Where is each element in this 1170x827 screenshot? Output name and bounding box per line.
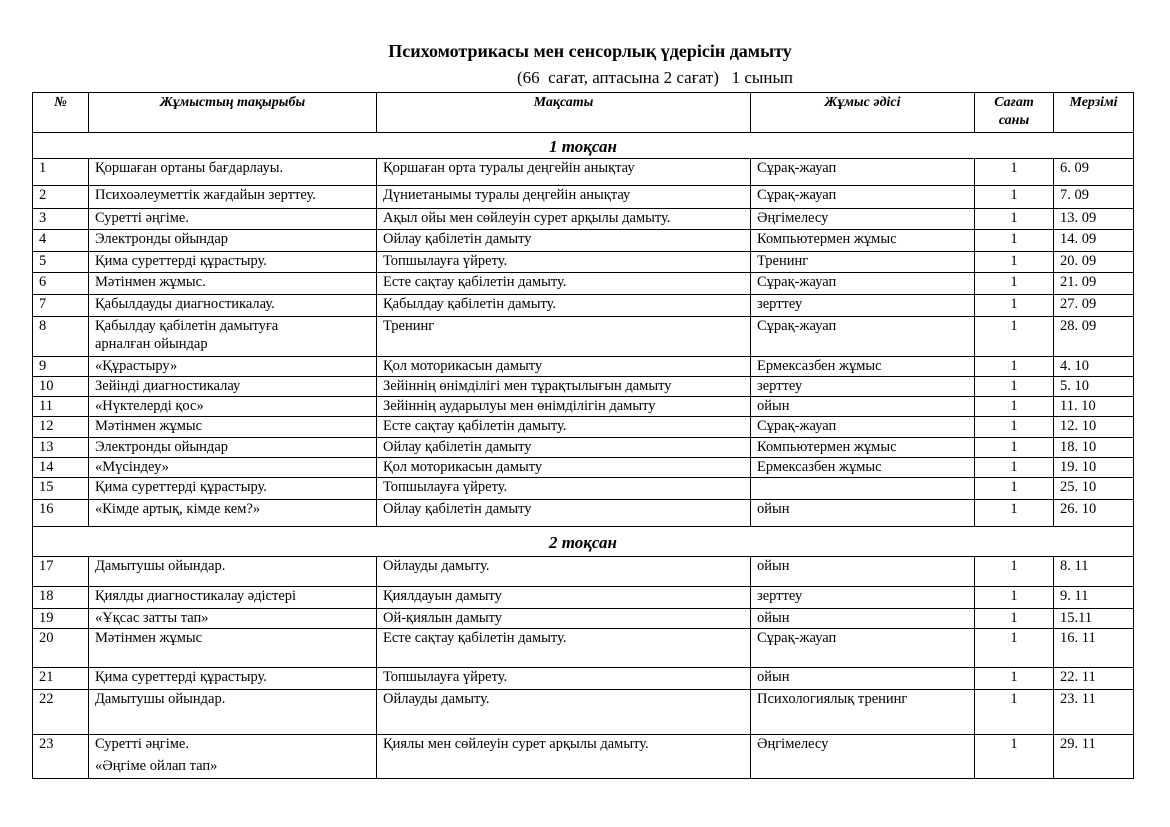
cell-topic-line1: Қабылдау қабілетін дамытуға [95,318,279,334]
cell-goal: Ойлау қабілетін дамыту [377,500,751,527]
cell-topic [89,629,377,668]
cell-hours: 1 [975,557,1054,587]
cell-topic [89,377,377,397]
section-label: 1 тоқсан [33,133,1134,159]
cell-date: 6. 09 [1054,159,1134,186]
cell-num: 17 [33,557,89,587]
cell-hours: 1 [975,690,1054,735]
cell-topic [89,417,377,438]
cell-topic-line1: Электронды ойындар [95,231,228,247]
cell-method: зерттеу [751,587,975,609]
cell-goal: Ойлауды дамыту. [377,690,751,735]
cell-hours: 1 [975,458,1054,478]
cell-num: 2 [33,186,89,209]
cell-topic-line1: Қима суреттерді құрастыру. [95,253,267,269]
cell-date: 13. 09 [1054,209,1134,230]
cell-hours: 1 [975,500,1054,527]
cell-method: ойын [751,397,975,417]
cell-method: Сұрақ-жауап [751,629,975,668]
cell-method: ойын [751,609,975,629]
cell-method: Психологиялық тренинг [751,690,975,735]
table-row [33,317,1134,357]
cell-topic [89,557,377,587]
cell-hours: 1 [975,273,1054,295]
header-topic: Жұмыстың тақырыбы [89,93,377,133]
section-row [33,527,1134,557]
header-hours-line2: саны [998,113,1030,128]
cell-hours: 1 [975,252,1054,273]
cell-date: 25. 10 [1054,478,1134,500]
cell-topic [89,159,377,186]
cell-topic-line1: «Құрастыру» [95,358,178,374]
cell-date: 5. 10 [1054,377,1134,397]
cell-topic [89,252,377,273]
cell-hours: 1 [975,587,1054,609]
table-row [33,295,1134,317]
cell-date: 14. 09 [1054,230,1134,252]
cell-topic-line1: Қима суреттерді құрастыру. [95,669,267,685]
cell-method: Сұрақ-жауап [751,417,975,438]
cell-method: Компьютермен жұмыс [751,438,975,458]
cell-num: 21 [33,668,89,690]
cell-num: 3 [33,209,89,230]
cell-num: 4 [33,230,89,252]
cell-topic-line2: «Әңгіме ойлап тап» [95,758,218,774]
cell-hours: 1 [975,159,1054,186]
table-row [33,159,1134,186]
cell-topic-line2: арналған ойындар [95,336,208,352]
table-row [33,209,1134,230]
cell-method: Сұрақ-жауап [751,317,975,357]
cell-topic-line1: Мәтінмен жұмыс [95,630,203,646]
table-row [33,273,1134,295]
section-row [33,133,1134,159]
cell-topic [89,438,377,458]
cell-date: 15.11 [1054,609,1134,629]
cell-hours: 1 [975,230,1054,252]
cell-topic-line1: Электронды ойындар [95,439,228,455]
table-row [33,417,1134,438]
cell-goal: Есте сақтау қабілетін дамыту. [377,417,751,438]
table-row [33,735,1134,779]
header-num: № [33,93,89,133]
cell-topic [89,735,377,779]
table-row [33,377,1134,397]
cell-method: ойын [751,557,975,587]
cell-hours: 1 [975,317,1054,357]
cell-topic-line1: Зейінді диагностикалау [95,378,241,394]
cell-goal: Ой-қиялын дамыту [377,609,751,629]
cell-topic-line1: «Мүсіндеу» [95,459,169,475]
cell-topic-line1: Суретті әңгіме. [95,736,189,752]
cell-method: зерттеу [751,295,975,317]
cell-num: 10 [33,377,89,397]
cell-num: 15 [33,478,89,500]
table-row [33,478,1134,500]
cell-method: ойын [751,668,975,690]
header-method: Жұмыс әдісі [751,93,975,133]
cell-topic-line1: «Кімде артық, кімде кем?» [95,501,261,517]
cell-date: 18. 10 [1054,438,1134,458]
cell-goal: Топшылауға үйрету. [377,252,751,273]
cell-num: 9 [33,357,89,377]
cell-goal: Қол моторикасын дамыту [377,357,751,377]
cell-goal: Ойлау қабілетін дамыту [377,438,751,458]
table-row [33,629,1134,668]
section-label: 2 тоқсан [33,527,1134,557]
cell-topic-line1: Мәтінмен жұмыс [95,418,203,434]
cell-topic [89,295,377,317]
cell-topic [89,397,377,417]
cell-topic-line1: Қоршаған ортаны бағдарлауы. [95,160,284,176]
cell-date: 28. 09 [1054,317,1134,357]
cell-topic [89,478,377,500]
cell-goal: Қабылдау қабілетін дамыту. [377,295,751,317]
cell-num: 22 [33,690,89,735]
cell-topic-line1: «Ұқсас затты тап» [95,610,209,626]
table-row [33,438,1134,458]
cell-hours: 1 [975,438,1054,458]
cell-hours: 1 [975,478,1054,500]
cell-hours: 1 [975,668,1054,690]
cell-goal: Есте сақтау қабілетін дамыту. [377,629,751,668]
cell-topic [89,500,377,527]
cell-date: 27. 09 [1054,295,1134,317]
cell-goal: Қол моторикасын дамыту [377,458,751,478]
table-header-row [33,93,1134,133]
cell-goal: Ақыл ойы мен сөйлеуін сурет арқылы дамыту. [377,209,751,230]
cell-goal: Қоршаған орта туралы деңгейін анықтау [377,159,751,186]
cell-hours: 1 [975,295,1054,317]
table-row [33,668,1134,690]
cell-method: Ермексазбен жұмыс [751,357,975,377]
cell-date: 19. 10 [1054,458,1134,478]
cell-date: 7. 09 [1054,186,1134,209]
cell-num: 23 [33,735,89,779]
cell-goal: Қиялдауын дамыту [377,587,751,609]
cell-num: 18 [33,587,89,609]
cell-method: Компьютермен жұмыс [751,230,975,252]
cell-method: зерттеу [751,377,975,397]
cell-num: 16 [33,500,89,527]
cell-date: 16. 11 [1054,629,1134,668]
cell-date: 11. 10 [1054,397,1134,417]
cell-topic [89,317,377,357]
cell-date: 23. 11 [1054,690,1134,735]
cell-topic [89,357,377,377]
schedule-table [32,92,1134,779]
cell-hours: 1 [975,735,1054,779]
table-row [33,557,1134,587]
table-row [33,186,1134,209]
cell-date: 26. 10 [1054,500,1134,527]
cell-topic [89,609,377,629]
cell-num: 7 [33,295,89,317]
table-body [33,133,1134,779]
cell-hours: 1 [975,209,1054,230]
cell-topic [89,186,377,209]
cell-num: 13 [33,438,89,458]
cell-date: 12. 10 [1054,417,1134,438]
cell-goal: Тренинг [377,317,751,357]
cell-num: 1 [33,159,89,186]
cell-hours: 1 [975,609,1054,629]
cell-num: 8 [33,317,89,357]
cell-date: 21. 09 [1054,273,1134,295]
cell-method: Әңгімелесу [751,735,975,779]
table-row [33,587,1134,609]
cell-topic-line1: Дамытушы ойындар. [95,558,226,574]
cell-num: 14 [33,458,89,478]
cell-topic [89,273,377,295]
cell-date: 20. 09 [1054,252,1134,273]
cell-method: Ермексазбен жұмыс [751,458,975,478]
cell-goal: Дүниетанымы туралы деңгейін анықтау [377,186,751,209]
table-row [33,690,1134,735]
cell-topic [89,690,377,735]
cell-date: 9. 11 [1054,587,1134,609]
header-goal: Мақсаты [377,93,751,133]
document-title: Психомотрикасы мен сенсорлық үдерісін дамыту [388,41,792,61]
table-row [33,357,1134,377]
document-subtitle: (66 сағат, аптасына 2 сағат) 1 сынып [517,68,793,87]
cell-date: 22. 11 [1054,668,1134,690]
cell-num: 19 [33,609,89,629]
cell-method: Сұрақ-жауап [751,186,975,209]
cell-topic-line1: Қабылдауды диагностикалау. [95,296,275,312]
cell-method: ойын [751,500,975,527]
cell-topic [89,230,377,252]
cell-date: 8. 11 [1054,557,1134,587]
cell-topic-line1: Қиялды диагностикалау әдістері [95,588,297,604]
cell-goal: Ойлау қабілетін дамыту [377,230,751,252]
header-date: Мерзімі [1054,93,1134,133]
table-row [33,500,1134,527]
cell-topic [89,209,377,230]
cell-goal: Қиялы мен сөйлеуін сурет арқылы дамыту. [377,735,751,779]
cell-num: 5 [33,252,89,273]
cell-num: 6 [33,273,89,295]
cell-hours: 1 [975,377,1054,397]
table-row [33,458,1134,478]
cell-topic-line1: Психоәлеуметтік жағдайын зерттеу. [95,187,316,203]
cell-topic-line1: Қима суреттерді құрастыру. [95,479,267,495]
cell-method: Сұрақ-жауап [751,159,975,186]
cell-method: Сұрақ-жауап [751,273,975,295]
cell-topic-line1: Дамытушы ойындар. [95,691,226,707]
cell-topic [89,668,377,690]
cell-topic [89,458,377,478]
table-row [33,609,1134,629]
cell-goal: Есте сақтау қабілетін дамыту. [377,273,751,295]
cell-hours: 1 [975,417,1054,438]
cell-hours: 1 [975,397,1054,417]
cell-goal: Топшылауға үйрету. [377,668,751,690]
cell-goal: Зейіннің өнімділігі мен тұрақтылығын дамыту [377,377,751,397]
cell-topic [89,587,377,609]
cell-method [751,478,975,500]
table-row [33,252,1134,273]
cell-method: Тренинг [751,252,975,273]
cell-date: 29. 11 [1054,735,1134,779]
cell-method: Әңгімелесу [751,209,975,230]
header-hours-line1: Сағат [994,95,1034,110]
cell-topic-line1: Мәтінмен жұмыс. [95,274,206,290]
cell-num: 11 [33,397,89,417]
cell-num: 20 [33,629,89,668]
cell-num: 12 [33,417,89,438]
cell-topic-line1: Суретті әңгіме. [95,210,189,226]
cell-topic-line1: «Нүктелерді қос» [95,398,204,414]
cell-goal: Топшылауға үйрету. [377,478,751,500]
header-hours [975,93,1054,133]
table-row [33,397,1134,417]
table-row [33,230,1134,252]
cell-date: 4. 10 [1054,357,1134,377]
cell-hours: 1 [975,357,1054,377]
cell-goal: Ойлауды дамыту. [377,557,751,587]
cell-hours: 1 [975,629,1054,668]
cell-hours: 1 [975,186,1054,209]
cell-goal: Зейіннің аударылуы мен өнімділігін дамыту [377,397,751,417]
